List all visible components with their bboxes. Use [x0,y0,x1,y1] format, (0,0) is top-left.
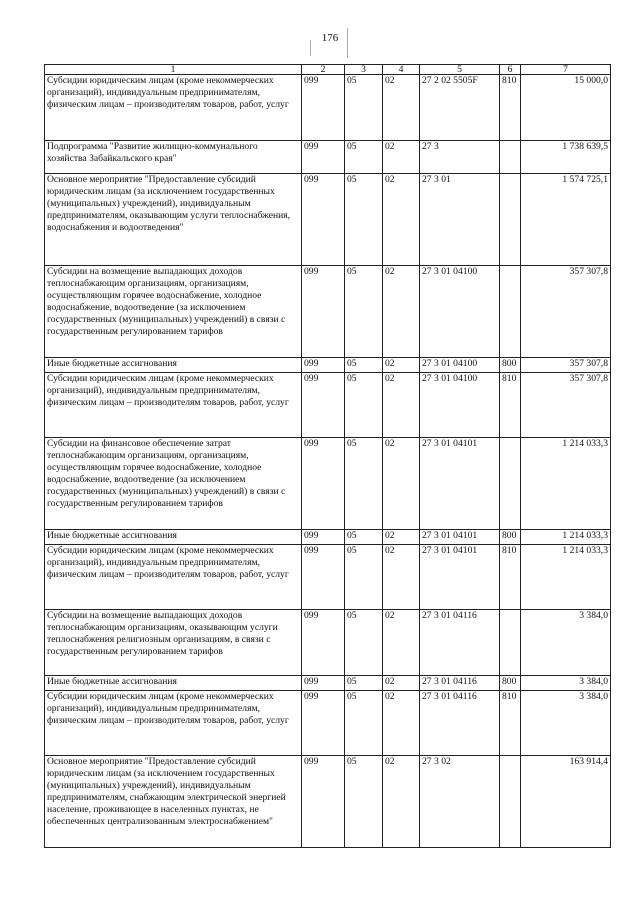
row-name-cell: Субсидии на финансовое обеспечение затрат теплоснабжающим организациям, организациям, осуществляющим горячее водоснабжение, холодное водоснабжение, водоотведение (за исключением государственных (муниципальных) учреждений) в связи с государственным регулированием тарифов [45,438,302,530]
row-subsection-cell: 02 [383,691,420,756]
row-subsection-cell: 02 [383,610,420,676]
row-target-article-cell: 27 3 01 04116 [420,691,500,756]
row-target-article-cell: 27 3 01 04100 [420,373,500,438]
row-target-article-cell: 27 3 [420,141,500,174]
row-expense-type-cell: 810 [500,75,521,141]
table-row [45,438,611,530]
row-admin-code-cell: 099 [302,174,345,266]
row-target-article-cell: 27 3 01 04116 [420,610,500,676]
col-header-7: 7 [521,65,611,75]
row-subsection-cell: 02 [383,756,420,848]
row-target-article-cell: 27 3 01 04101 [420,438,500,530]
table-row [45,610,611,676]
row-section-cell: 05 [345,610,383,676]
row-name-cell: Основное мероприятие "Предоставление субсидий юридическим лицам (за исключением государственных (муниципальных) учреждений), индивидуальным предпринимателям, снабжающим электрической энергией население, проживающее в населенных пунктах, не обеспеченных централизованным электроснабжением" [45,756,302,848]
col-header-4: 4 [383,65,420,75]
row-amount-cell: 1 214 033,3 [521,438,611,530]
row-section-cell: 05 [345,266,383,358]
col-header-5: 5 [420,65,500,75]
table-row [45,141,611,174]
row-target-article-cell: 27 3 01 04100 [420,358,500,373]
col-header-2: 2 [302,65,345,75]
row-expense-type-cell: 800 [500,358,521,373]
row-admin-code-cell: 099 [302,545,345,610]
row-amount-cell: 1 214 033,3 [521,545,611,610]
row-subsection-cell: 02 [383,438,420,530]
row-amount-cell: 357 307,8 [521,373,611,438]
row-name-cell: Субсидии юридическим лицам (кроме некоммерческих организаций), индивидуальным предпринимателям, физическим лицам – производителям товаров, работ, услуг [45,373,302,438]
row-amount-cell: 163 914,4 [521,756,611,848]
row-section-cell: 05 [345,373,383,438]
row-name-cell: Основное мероприятие "Предоставление субсидий юридическим лицам (за исключением государственных (муниципальных) учреждений), индивидуальным предпринимателям, оказывающим услуги теплоснабжения, водоснабжения и водоотведения" [45,174,302,266]
row-expense-type-cell: 810 [500,545,521,610]
table-row [45,373,611,438]
row-expense-type-cell [500,438,521,530]
row-target-article-cell: 27 3 01 04100 [420,266,500,358]
budget-table [44,64,611,848]
row-amount-cell: 1 738 639,5 [521,141,611,174]
row-admin-code-cell: 099 [302,438,345,530]
col-header-6: 6 [500,65,521,75]
row-expense-type-cell: 810 [500,373,521,438]
col-header-1: 1 [45,65,302,75]
row-target-article-cell: 27 3 01 [420,174,500,266]
row-amount-cell: 3 384,0 [521,691,611,756]
row-admin-code-cell: 099 [302,266,345,358]
table-row [45,266,611,358]
row-expense-type-cell [500,141,521,174]
row-name-cell: Субсидии юридическим лицам (кроме некоммерческих организаций), индивидуальным предпринимателям, физическим лицам – производителям товаров, работ, услуг [45,691,302,756]
row-section-cell: 05 [345,676,383,691]
row-section-cell: 05 [345,530,383,545]
row-amount-cell: 15 000,0 [521,75,611,141]
row-section-cell: 05 [345,756,383,848]
table-row [45,530,611,545]
row-expense-type-cell [500,266,521,358]
row-name-cell: Иные бюджетные ассигнования [45,358,302,373]
row-subsection-cell: 02 [383,530,420,545]
row-subsection-cell: 02 [383,373,420,438]
row-section-cell: 05 [345,545,383,610]
row-name-cell: Субсидии на возмещение выпадающих доходов теплоснабжающим организациям, организациям, осуществляющим горячее водоснабжение, холодное водоснабжение, водоотведение (за исключением государственных (муниципальных) учреждений) в связи с государственным регулированием тарифов [45,266,302,358]
row-admin-code-cell: 099 [302,676,345,691]
row-admin-code-cell: 099 [302,373,345,438]
scan-line [310,40,311,56]
col-header-3: 3 [345,65,383,75]
table-row [45,545,611,610]
row-section-cell: 05 [345,75,383,141]
row-subsection-cell: 02 [383,676,420,691]
table-row [45,358,611,373]
scan-line [347,28,348,58]
row-name-cell: Субсидии юридическим лицам (кроме некоммерческих организаций), индивидуальным предпринимателям, физическим лицам – производителям товаров, работ, услуг [45,545,302,610]
row-expense-type-cell: 800 [500,676,521,691]
row-target-article-cell: 27 3 01 04101 [420,545,500,610]
row-target-article-cell: 27 3 02 [420,756,500,848]
row-section-cell: 05 [345,174,383,266]
row-admin-code-cell: 099 [302,610,345,676]
row-section-cell: 05 [345,438,383,530]
table-row [45,691,611,756]
table-row [45,676,611,691]
row-admin-code-cell: 099 [302,756,345,848]
row-name-cell: Подпрограмма "Развитие жилищно-коммунального хозяйства Забайкальского края" [45,141,302,174]
row-target-article-cell: 27 3 01 04101 [420,530,500,545]
header-row [45,65,611,75]
row-admin-code-cell: 099 [302,75,345,141]
row-expense-type-cell: 810 [500,691,521,756]
row-admin-code-cell: 099 [302,358,345,373]
row-admin-code-cell: 099 [302,530,345,545]
row-section-cell: 05 [345,358,383,373]
row-name-cell: Субсидии юридическим лицам (кроме некоммерческих организаций), индивидуальным предпринимателям, физическим лицам – производителям товаров, работ, услуг [45,75,302,141]
table-row [45,756,611,848]
row-section-cell: 05 [345,141,383,174]
row-expense-type-cell [500,610,521,676]
page-number: 176 [321,32,339,44]
row-amount-cell: 3 384,0 [521,610,611,676]
row-expense-type-cell [500,756,521,848]
row-amount-cell: 1 214 033,3 [521,530,611,545]
row-subsection-cell: 02 [383,266,420,358]
row-amount-cell: 357 307,8 [521,358,611,373]
row-name-cell: Иные бюджетные ассигнования [45,676,302,691]
table-row [45,174,611,266]
row-target-article-cell: 27 2 02 5505F [420,75,500,141]
row-expense-type-cell [500,174,521,266]
row-amount-cell: 1 574 725,1 [521,174,611,266]
row-amount-cell: 3 384,0 [521,676,611,691]
row-subsection-cell: 02 [383,141,420,174]
row-admin-code-cell: 099 [302,691,345,756]
row-subsection-cell: 02 [383,358,420,373]
row-subsection-cell: 02 [383,174,420,266]
table-row [45,75,611,141]
row-name-cell: Субсидии на возмещение выпадающих доходов теплоснабжающим организациям, оказывающим услуги теплоснабжения религиозным организациям, в связи с государственным регулированием тарифов [45,610,302,676]
row-admin-code-cell: 099 [302,141,345,174]
row-subsection-cell: 02 [383,75,420,141]
row-expense-type-cell: 800 [500,530,521,545]
row-name-cell: Иные бюджетные ассигнования [45,530,302,545]
row-target-article-cell: 27 3 01 04116 [420,676,500,691]
row-section-cell: 05 [345,691,383,756]
row-amount-cell: 357 307,8 [521,266,611,358]
row-subsection-cell: 02 [383,545,420,610]
